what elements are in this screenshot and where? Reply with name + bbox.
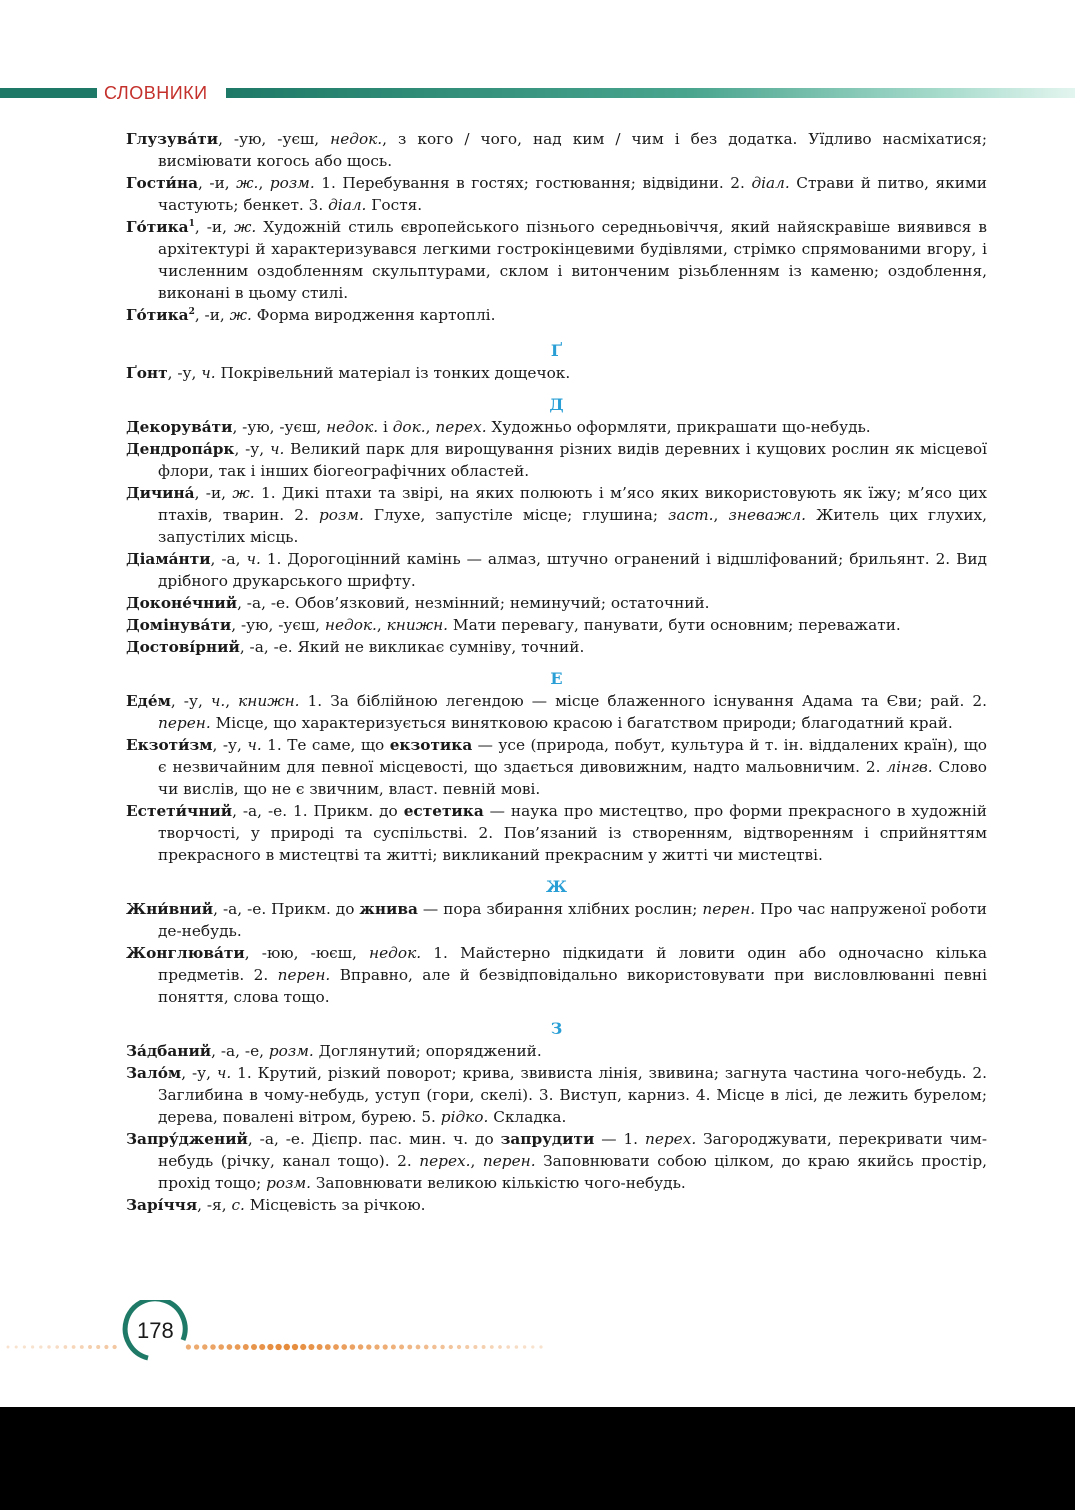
dictionary-entry: Ґонт, -у, ч. Покрівельний матеріал із тонких дощечок. [126, 364, 571, 382]
footer-dot [15, 1345, 18, 1348]
footer-dot [366, 1344, 371, 1349]
footer-dot [490, 1345, 494, 1349]
letter-heading: Ґ [550, 341, 563, 360]
footer-dot [47, 1345, 50, 1348]
footer-dot [292, 1344, 298, 1350]
footer-dot [235, 1344, 241, 1350]
footer-dot [227, 1344, 233, 1350]
footer-dot [80, 1345, 84, 1349]
letter-heading: З [550, 1019, 563, 1038]
dictionary-entry: Жни́вний, -а, -е. Прикм. до жнива — пора збирання хлібних рослин; перен. Про час напруженої роботи де-небудь. [126, 900, 987, 940]
footer-dot [308, 1344, 314, 1350]
footer-dot [383, 1344, 388, 1349]
dictionary-content [126, 128, 987, 1216]
dictionary-entry: Зало́м, -у, ч. 1. Крутий, різкий поворот; крива, звивиста лінія, звивина; загнута частина чого-небудь. 2. Заглибина в чому-небудь, уступ (гори, скелі). 3. Виступ, карниз. 4. Місце в лісі, де лежить бурелом; дерева, повалені вітром, бурею. 5. рідко. Складка. [126, 1064, 987, 1126]
footer-dot [399, 1345, 404, 1350]
dictionary-entry: Екзоти́зм, -у, ч. 1. Те саме, що екзотика — усе (природа, побут, культура й т. ін. віддалених країн), що є незвичайним для певної місцевості, що здається дивовижним, надто мальовничим. 2. лінгв. Слово чи вислів, що не є звичним, власт. певній мові. [126, 736, 987, 798]
footer-dot [374, 1344, 379, 1349]
footer-dot [72, 1345, 76, 1349]
dictionary-entry: Го́тика$^1$, -и, ж. Художній стиль європейського пізнього середньовіччя, який найяскравіше виявився в архітектурі й характеризувався легкими гострокінцевими будівлями, стрімко спрямованими вгору, і численним оздобленням скульптурами, склом і витонченим різьбленням із каменю; оздоблення, виконані в цьому стилі. [126, 218, 987, 302]
footer-dot [333, 1344, 339, 1350]
footer-dot [424, 1345, 429, 1350]
footer-dot [358, 1344, 363, 1349]
footer-dot [55, 1345, 59, 1349]
footer-dot [96, 1345, 100, 1349]
footer-dot [194, 1344, 199, 1349]
footer-dot [210, 1344, 216, 1350]
footer-dot [243, 1344, 249, 1350]
letter-heading: Е [550, 669, 563, 688]
dictionary-entry: Зарі́ччя, -я, с. Місцевість за річкою. [126, 1196, 426, 1214]
footer-dot [432, 1345, 437, 1350]
footer-dot [416, 1345, 421, 1350]
footer-dot [251, 1344, 257, 1350]
footer-dot [23, 1345, 26, 1348]
footer-dot [515, 1345, 519, 1349]
dictionary-entry: Доконе́чний, -а, -е. Обов’язковий, незмінний; неминучий; остаточний. [126, 594, 710, 612]
footer-dot [64, 1345, 68, 1349]
dictionary-entry: Глузува́ти, -ую, -уєш, недок., з кого / чого, над ким / чим і без додатка. Уїдливо насміхатися; висміювати когось або щось. [126, 130, 987, 170]
footer-dot [325, 1344, 331, 1350]
footer-dot [341, 1344, 347, 1350]
dictionary-entry: Діама́нти, -а, ч. 1. Дорогоцінний камінь — алмаз, штучно огранений і відшліфований; брильянт. 2. Вид дрібного друкарського шрифту. [126, 550, 987, 590]
dictionary-entry: Гости́на, -и, ж., розм. 1. Перебування в гостях; гостювання; відвідини. 2. діал. Страви й питво, якими частують; бенкет. 3. діал. Гостя. [126, 174, 987, 214]
footer-dot [39, 1345, 42, 1348]
dictionary-entry: Дичина́, -и, ж. 1. Дикі птахи та звірі, на яких полюють і м’ясо яких використовують як їжу; м’ясо цих птахів, тварин. 2. розм. Глухе, запустіле місце; глушина; заст., зневажл. Житель цих глухих, запустілих місць. [126, 484, 988, 546]
footer-dot [186, 1344, 191, 1349]
footer-dot [523, 1345, 526, 1348]
header-bar-right [226, 88, 1075, 98]
footer-dot [112, 1345, 116, 1349]
footer-dot [300, 1344, 306, 1350]
footer-dot [465, 1345, 469, 1349]
footer-dot [539, 1345, 542, 1348]
footer-dot [317, 1344, 323, 1350]
dictionary-entry: Естети́чний, -а, -е. 1. Прикм. до естетика — наука про мистецтво, про форми прекрасного в художній творчості, у природі та суспільстві. 2. Пов’язаний із створенням, відтворенням і сприйняттям прекрасного в мистецтві та житті; викликаний прекрасним у житті чи мистецтві. [126, 802, 987, 864]
footer-dot [440, 1345, 444, 1349]
footer-dot [482, 1345, 486, 1349]
bottom-black-bar [0, 1407, 1075, 1510]
footer-dot [259, 1344, 265, 1350]
footer-dot [218, 1344, 224, 1350]
letter-heading: Ж [546, 877, 567, 896]
footer-dot [202, 1344, 207, 1349]
dictionary-entry: Жонглюва́ти, -юю, -юєш, недок. 1. Майстерно підкидати й ловити один або одночасно кілька предметів. 2. перен. Вправно, але й безвідповідально використовувати при висловлюванні певні поняття, слова тощо. [126, 944, 988, 1006]
dictionary-entry: Декорува́ти, -ую, -уєш, недок. і док., перех. Художньо оформляти, прикрашати що-небудь. [126, 418, 871, 436]
footer-dot [457, 1345, 461, 1349]
footer-dot [104, 1345, 108, 1349]
footer-dot [31, 1345, 34, 1348]
footer-dot [7, 1346, 10, 1349]
letter-heading: Д [549, 395, 564, 414]
dictionary-entry: Го́тика$^2$, -и, ж. Форма виродження картоплі. [126, 306, 496, 324]
dictionary-entry: Достові́рний, -а, -е. Який не викликає сумніву, точний. [126, 638, 585, 656]
dictionary-entry: Еде́м, -у, ч., книжн. 1. За біблійною легендою — місце блаженного існування Адама та Єви; рай. 2. перен. Місце, що характеризується винятковою красою і багатством природи; благодатний край. [126, 692, 987, 732]
section-header-title: СЛОВНИКИ [104, 83, 208, 103]
footer-dot [407, 1345, 412, 1350]
footer-dot [531, 1345, 534, 1348]
dictionary-entry: Домінува́ти, -ую, -уєш, недок., книжн. Мати перевагу, панувати, бути основним; переважати. [126, 616, 901, 634]
footer-dot [449, 1345, 453, 1349]
page-number: 178 [137, 1318, 174, 1343]
dictionary-entry: Запру́джений, -а, -е. Дієпр. пас. мин. ч. до запрудити — 1. перех. Загороджувати, перекривати чим-небудь (річку, канал тощо). 2. перех., перен. Заповнювати собою цілком, до краю якийсь простір, прохід тощо; розм. Заповнювати великою кількістю чого-небудь. [126, 1130, 987, 1192]
footer-dot [267, 1344, 273, 1350]
footer-dot [275, 1344, 281, 1350]
dictionary-entry: За́дбаний, -а, -е, розм. Доглянутий; опоряджений. [126, 1042, 542, 1060]
footer-dot [473, 1345, 477, 1349]
footer-dot [350, 1344, 356, 1350]
header-bar-left [0, 88, 97, 98]
footer-dot [391, 1344, 396, 1349]
footer-dot [506, 1345, 510, 1349]
footer-dot [88, 1345, 92, 1349]
dictionary-entry: Дендропа́рк, -у, ч. Великий парк для вирощування різних видів деревних і кущових рослин як місцевої флори, так і інших біогеографічних областей. [126, 440, 988, 480]
footer-dot [498, 1345, 502, 1349]
footer-dot [284, 1344, 290, 1350]
